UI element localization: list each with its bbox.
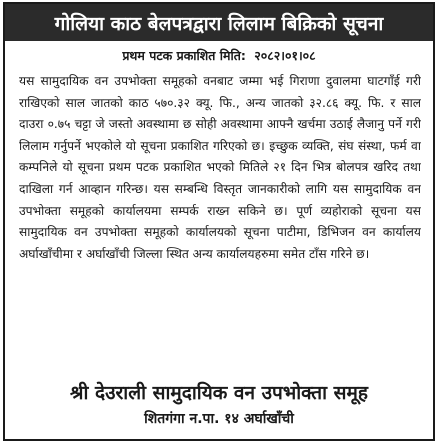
- notice-body: यस सामुदायिक वन उपभोक्ता समूहको वनबाट जम्मा भई गिराणा दुवालमा घाटगाँई गरी राखिएको साल जातको काठ ५७०.३२ क्यू. फि., अन्य जातको ३२.८६ क्यू. फि. र साल दाउरा ०.७५ चट्टा जे जस्तो अवस्थामा छ सोही अवस्थामा आफ्नै खर्चमा उठाई लैजानु पर्ने गरी लिलाम गर्नुपर्ने भएकोले यो सूचना प्रकाशित गरिएको छ। इच्छुक व्यक्ति, संघ संस्था, फर्म वा कम्पनिले यो सूचना प्रथम पटक प्रकाशित भएको मितिले २१ दिन भित्र बोलपत्र खरिद तथा दाखिला गर्न आव्हान गरिन्छ। यस सम्बन्धि विस्तृत जानकारीको लागि यस सामुदायिक वन उपभोक्ता समूहको कार्यालयमा सम्पर्क राख्न सकिने छ। पूर्ण व्यहोराको सूचना यस सामुदायिक वन उपभोक्ता समूहको कार्यालयको सूचना पाटीमा, डिभिजन वन कार्यालय अर्घाखाँचीमा र अर्घाखाँची जिल्ला स्थित अन्य कार्यालयहरुमा समेत टाँस गरिने छ।: [19, 74, 421, 261]
- notice-box: [3, 2, 435, 441]
- publication-date: २०८२।०१।०८: [254, 48, 316, 63]
- publication-line: [5, 47, 433, 65]
- organization-address: शितगंगा न.पा. १४ अर्घाखाँची: [144, 411, 294, 427]
- organization-name: श्री देउराली सामुदायिक वन उपभोक्ता समूह: [70, 382, 368, 404]
- notice-title: गोलिया काठ बेलपत्रद्वारा लिलाम बिक्रिको सूचना: [5, 4, 433, 41]
- publication-label: प्रथम पटक प्रकाशित मिति:: [122, 48, 246, 63]
